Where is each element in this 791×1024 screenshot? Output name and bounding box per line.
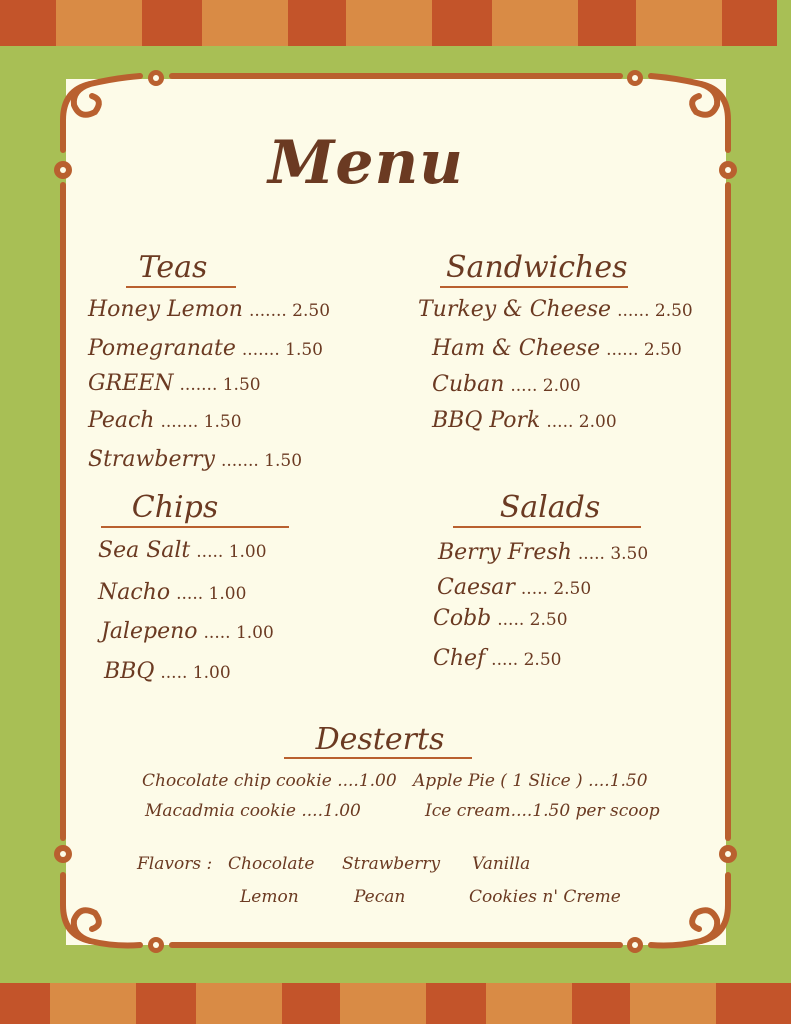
chips-underline (101, 526, 289, 528)
chips-item: Jalepeno ..... 1.00 (101, 619, 274, 644)
menu-title: Menu (268, 128, 464, 198)
sandwich-item: Cuban ..... 2.00 (432, 372, 581, 397)
salad-item: Berry Fresh ..... 3.50 (438, 540, 649, 565)
chips-item: Sea Salt ..... 1.00 (98, 538, 267, 563)
tea-item: Honey Lemon ....... 2.50 (88, 297, 331, 322)
flavor-item: Strawberry (342, 854, 441, 874)
sandwich-item: Ham & Cheese ...... 2.50 (432, 336, 682, 361)
tea-item: Strawberry ....... 1.50 (88, 447, 303, 472)
salad-item: Caesar ..... 2.50 (437, 575, 592, 600)
flavor-item: Cookies n' Creme (469, 887, 621, 907)
flavor-item: Chocolate (228, 854, 315, 874)
desserts-heading: Desterts (315, 722, 445, 757)
salad-item: Chef ..... 2.50 (433, 646, 562, 671)
dessert-item: Chocolate chip cookie ....1.00 (142, 771, 397, 791)
teas-underline (126, 286, 236, 288)
sandwich-item: BBQ Pork ..... 2.00 (432, 408, 617, 433)
chips-heading: Chips (131, 490, 219, 525)
sandwiches-heading: Sandwiches (446, 250, 628, 285)
salads-heading: Salads (499, 490, 601, 525)
teas-heading: Teas (138, 250, 208, 285)
flavor-item: Lemon (240, 887, 299, 907)
flavors-label: Flavors : (137, 854, 213, 874)
dessert-item: Apple Pie ( 1 Slice ) ....1.50 (413, 771, 648, 791)
tea-item: Pomegranate ....... 1.50 (88, 336, 323, 361)
tea-item: GREEN ....... 1.50 (88, 371, 261, 396)
dessert-item: Macadmia cookie ....1.00 (145, 801, 361, 821)
salads-underline (453, 526, 641, 528)
dessert-item: Ice cream....1.50 per scoop (425, 801, 660, 821)
chips-item: Nacho ..... 1.00 (98, 580, 247, 605)
sandwiches-underline (440, 286, 628, 288)
flavor-item: Pecan (354, 887, 406, 907)
tea-item: Peach ....... 1.50 (88, 408, 242, 433)
flavor-item: Vanilla (472, 854, 531, 874)
salad-item: Cobb ..... 2.50 (433, 606, 568, 631)
desserts-underline (284, 757, 472, 759)
chips-item: BBQ ..... 1.00 (104, 659, 231, 684)
sandwich-item: Turkey & Cheese ...... 2.50 (418, 297, 693, 322)
